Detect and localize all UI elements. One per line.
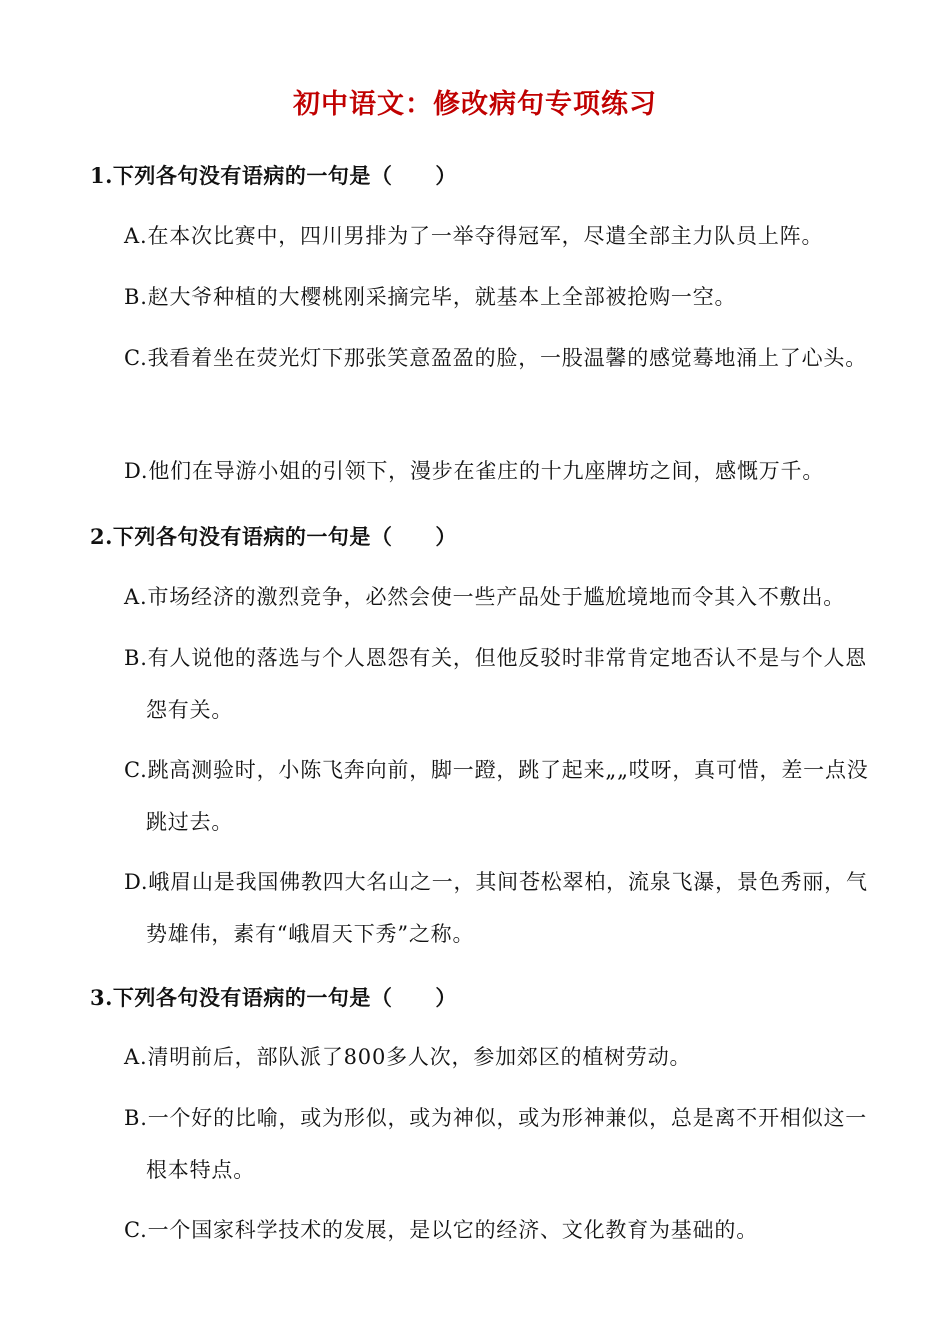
question-2-stem: 2.下列各句没有语病的一句是（ ） [90, 524, 457, 549]
question-3-option-b: B.一个好的比喻，或为形似，或为神似，或为形神兼似，总是离不开相似这一根本特点。 [124, 1106, 868, 1182]
question-2-option-a: A.市场经济的激烈竞争，必然会使一些产品处于尴尬境地而令其入不敷出。 [124, 585, 846, 609]
question-2-option-b: B.有人说他的落选与个人恩怨有关，但他反驳时非常肯定地否认不是与个人恩怨有关。 [124, 646, 868, 722]
question-1-stem: 1.下列各句没有语病的一句是（ ） [90, 163, 457, 188]
question-3-option-c: C.一个国家科学技术的发展，是以它的经济、文化教育为基础的。 [124, 1218, 758, 1242]
question-2-option-d: D.峨眉山是我国佛教四大名山之一，其间苍松翠柏，流泉飞瀑，景色秀丽，气势雄伟，素有“峨眉天下秀”之称。 [124, 870, 868, 946]
document-title: 初中语文：修改病句专项练习 [293, 89, 657, 120]
question-1-option-c: C.我看着坐在荧光灯下那张笑意盈盈的脸，一股温馨的感觉蓦地涌上了心头。 [124, 346, 867, 370]
question-3-stem: 3.下列各句没有语病的一句是（ ） [90, 985, 457, 1010]
question-3-option-a: A.清明前后，部队派了800多人次，参加郊区的植树劳动。 [124, 1045, 692, 1069]
question-1-option-a: A.在本次比赛中，四川男排为了一举夺得冠军，尽遣全部主力队员上阵。 [124, 224, 824, 248]
question-1-option-d: D.他们在导游小姐的引领下，漫步在雀庄的十九座牌坊之间，感慨万千。 [124, 459, 825, 483]
question-2-option-c: C.跳高测验时，小陈飞奔向前，脚一蹬，跳了起来„„哎呀，真可惜，差一点没跳过去。 [124, 758, 869, 834]
question-1-option-b: B.赵大爷种植的大樱桃刚采摘完毕，就基本上全部被抢购一空。 [124, 285, 737, 309]
